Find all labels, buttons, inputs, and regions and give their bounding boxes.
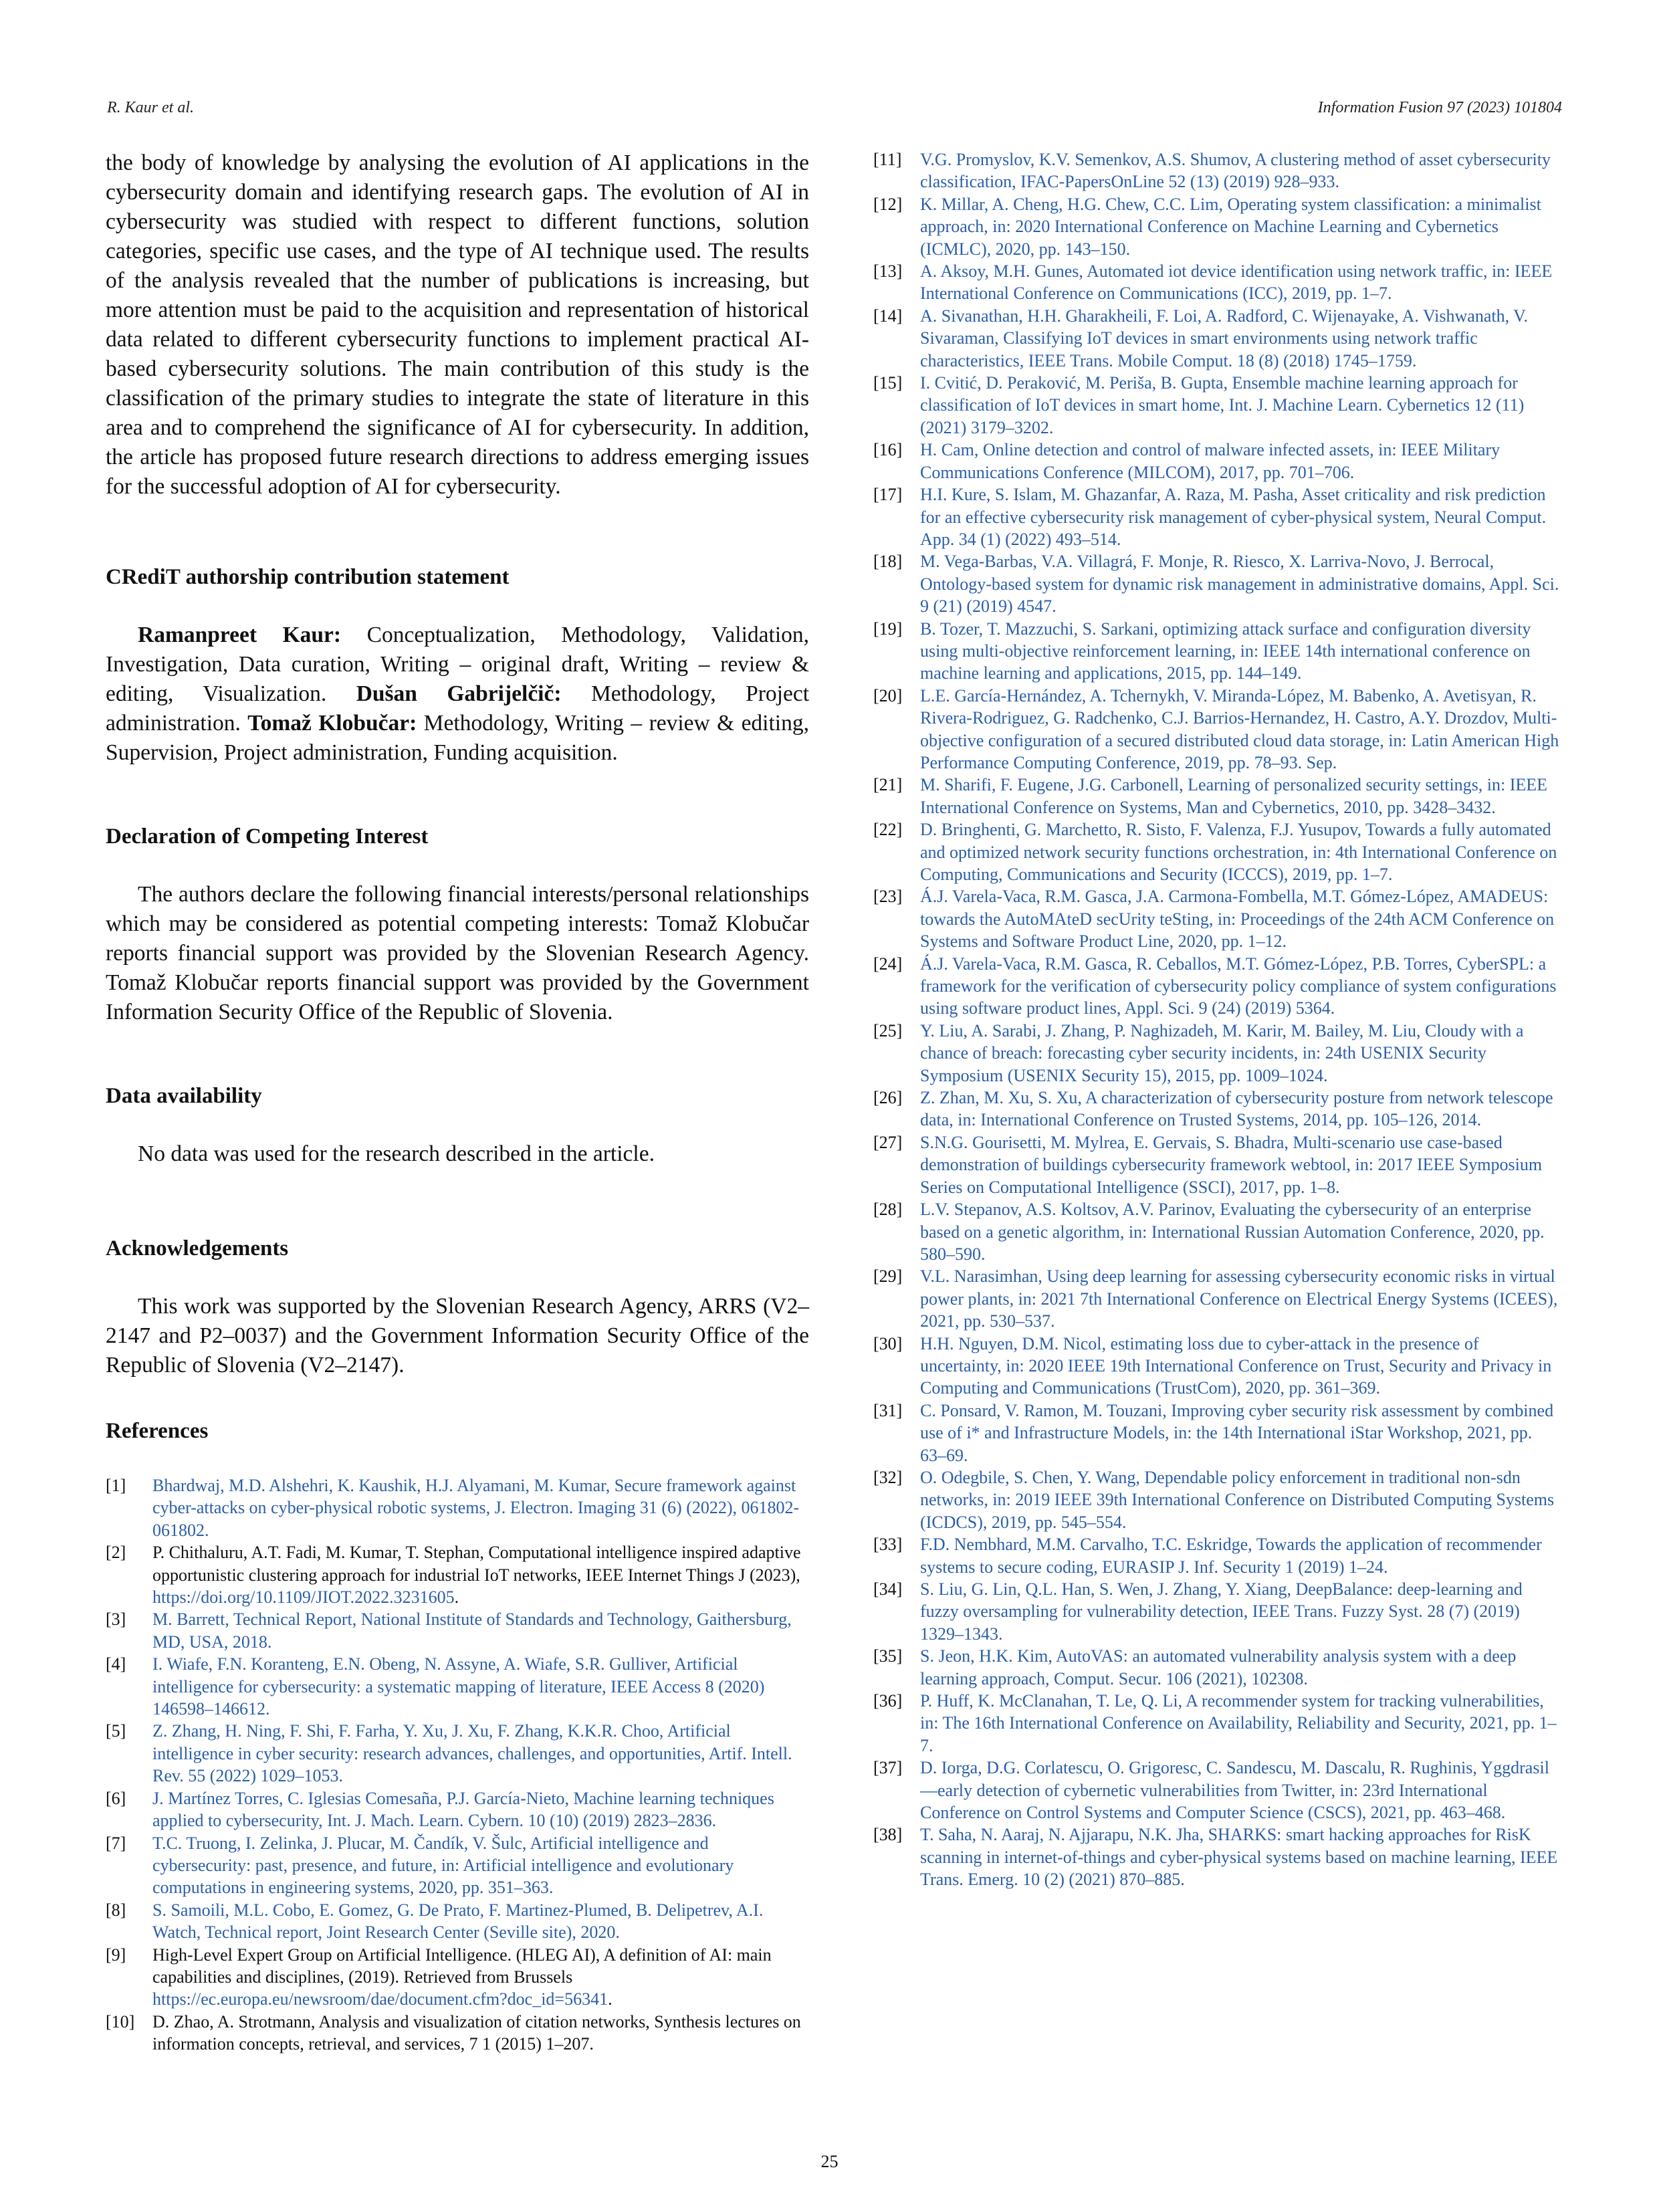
reference-number: [5]: [106, 1721, 126, 1741]
reference-number: [31]: [873, 1400, 903, 1420]
reference-body: Y. Liu, A. Sarabi, J. Zhang, P. Naghizadeh, M. Karir, M. Bailey, M. Liu, Cloudy with a chance of breach: forecasting cyber security incidents, in: 24th USENIX Security Symposium (USENIX Security 15), 2015, pp. 1009–1024.: [920, 1020, 1524, 1085]
reference-body: S. Jeon, H.K. Kim, AutoVAS: an automated vulnerability analysis system with a deep learning approach, Comput. Secur. 106 (2021), 102308.: [920, 1646, 1517, 1688]
reference-item[interactable]: [873, 1333, 1562, 1400]
reference-body: H. Cam, Online detection and control of malware infected assets, in: IEEE Military Communications Conference (MILCOM), 2017, pp. 701–706.: [920, 440, 1501, 482]
reference-item[interactable]: [873, 1645, 1562, 1690]
reference-item[interactable]: [873, 1578, 1562, 1645]
author-name: Ramanpreet Kaur:: [138, 623, 342, 647]
reference-item[interactable]: [873, 1690, 1562, 1757]
reference-text: [920, 1198, 1562, 1265]
reference-body: S.N.G. Gourisetti, M. Mylrea, E. Gervais, S. Bhadra, Multi-scenario use case-based demonstration of buildings cybersecurity framework webtool, in: 2017 IEEE Symposium Series on Computational Intelligence (SSCI), 2017, pp. 1–8.: [920, 1132, 1543, 1197]
reference-text: [920, 483, 1562, 550]
reference-text: [920, 193, 1562, 260]
reference-number: [16]: [873, 440, 903, 460]
reference-list-left: [106, 1474, 809, 2056]
credit-statement: [106, 621, 809, 768]
reference-text: [920, 1333, 1562, 1400]
reference-body: C. Ponsard, V. Ramon, M. Touzani, Improving cyber security risk assessment by combined use of i* and Infrastructure Models, in: the 14th International iStar Workshop, 2021, pp. 63–69.: [920, 1400, 1554, 1465]
reference-number: [29]: [873, 1266, 903, 1287]
reference-item[interactable]: [873, 818, 1562, 885]
references-heading: References: [106, 1419, 209, 1443]
reference-body: T.C. Truong, I. Zelinka, J. Plucar, M. Čandík, V. Šulc, Artificial intelligence and cybersecurity: past, presence, and future, in: Artificial intelligence and evolutionary computations in engineering systems, 2020, pp. 351–363.: [152, 1833, 734, 1898]
reference-text: [920, 1690, 1562, 1757]
reference-text: [920, 1823, 1562, 1890]
reference-text: [152, 1608, 809, 1653]
reference-text: [920, 1087, 1562, 1131]
reference-item[interactable]: [873, 1466, 1562, 1533]
reference-text: [920, 1265, 1562, 1332]
reference-text: [152, 1899, 809, 1944]
reference-number: [15]: [873, 373, 903, 393]
reference-body: Á.J. Varela-Vaca, R.M. Gasca, R. Ceballos, M.T. Gómez-López, P.B. Torres, CyberSPL: a framework for the verification of cybersecurity policy compliance of system configurations using software product lines, Appl. Sci. 9 (24) (2019) 5364.: [920, 954, 1557, 1018]
reference-number: [4]: [106, 1654, 126, 1674]
reference-number: [35]: [873, 1646, 903, 1666]
reference-body: B. Tozer, T. Mazzuchi, S. Sarkani, optimizing attack surface and configuration diversity using multi-objective reinforcement learning, in: IEEE 14th international conference on machine learning and applications, 2015, pp. 144–149.: [920, 619, 1531, 683]
reference-item[interactable]: [106, 1899, 809, 1944]
reference-text: [152, 1541, 809, 1608]
reference-item[interactable]: [106, 1720, 809, 1787]
reference-item[interactable]: [873, 1131, 1562, 1198]
reference-item[interactable]: [873, 439, 1562, 483]
reference-body: Z. Zhang, H. Ning, F. Shi, F. Farha, Y. Xu, J. Xu, F. Zhang, K.K.R. Choo, Artificial intelligence in cyber security: research advances, challenges, and opportunities, Artif. Intell. Rev. 55 (2022) 1029–1053.: [152, 1721, 792, 1786]
running-head-journal: Information Fusion 97 (2023) 101804: [1317, 99, 1562, 116]
reference-text: [920, 550, 1562, 617]
reference-text: [920, 1533, 1562, 1578]
reference-number: [23]: [873, 887, 903, 907]
reference-item[interactable]: [873, 885, 1562, 952]
competing-text: The authors declare the following financial interests/personal relationships which may be considered as potential competing interests: Tomaž Klobučar reports financial support was provided by the Slovenian Research Agency. Tomaž Klobučar reports financial support was provided by the Government Information Security Office of the Republic of Slovenia.: [106, 882, 809, 1024]
reference-item[interactable]: [873, 193, 1562, 260]
reference-body: H.H. Nguyen, D.M. Nicol, estimating loss due to cyber-attack in the presence of uncertainty, in: 2020 IEEE 19th International Conference on Trust, Security and Privacy in Computing and Communications (TrustCom), 2020, pp. 361–369.: [920, 1333, 1552, 1398]
reference-number: [26]: [873, 1088, 903, 1108]
reference-number: [10]: [106, 2011, 135, 2031]
reference-body: High-Level Expert Group on Artificial Intelligence. (HLEG AI), A definition of AI: main capabilities and disciplines, (2019). Retrieved from Brussels: [152, 1945, 772, 1987]
reference-number: [2]: [106, 1543, 126, 1563]
reference-list-right: [873, 148, 1562, 1891]
author-name: Dušan Gabrijelčič:: [356, 681, 562, 706]
reference-body: O. Odegbile, S. Chen, Y. Wang, Dependable policy enforcement in traditional non-sdn networks, in: 2019 IEEE 39th International Conference on Distributed Computing Systems (ICDCS), 2019, pp. 545–554.: [920, 1467, 1555, 1532]
data-availability-heading: Data availability: [106, 1084, 262, 1108]
reference-item[interactable]: [873, 1198, 1562, 1265]
reference-text: [920, 1645, 1562, 1690]
reference-item[interactable]: [106, 1832, 809, 1899]
reference-body: L.E. García-Hernández, A. Tchernykh, V. Miranda-López, M. Babenko, A. Avetisyan, R. Rivera-Rodriguez, G. Radchenko, C.J. Barrios-Hernandez, H. Castro, A.Y. Drozdov, Multi-objective configuration of a secured distributed cloud data storage, in: Latin American High Performance Computing Conference, 2019, pp. 78–93. Sep.: [920, 685, 1559, 772]
reference-body: H.I. Kure, S. Islam, M. Ghazanfar, A. Raza, M. Pasha, Asset criticality and risk prediction for an effective cybersecurity risk management of cyber-physical system, Neural Comput. App. 34 (1) (2022) 493–514.: [920, 485, 1547, 549]
reference-text: [920, 685, 1562, 774]
reference-text: [920, 372, 1562, 439]
reference-number: [20]: [873, 685, 903, 705]
reference-number: [22]: [873, 820, 903, 840]
reference-item[interactable]: [106, 1944, 809, 2011]
reference-text: [920, 1466, 1562, 1533]
reference-number: [7]: [106, 1833, 126, 1853]
reference-item[interactable]: [873, 483, 1562, 550]
reference-number: [11]: [873, 150, 902, 169]
reference-text: [920, 1578, 1562, 1645]
reference-item[interactable]: [873, 148, 1562, 193]
reference-body: P. Chithaluru, A.T. Fadi, M. Kumar, T. Stephan, Computational intelligence inspired adaptive opportunistic clustering approach for industrial IoT networks, IEEE Internet Things J (2023),: [152, 1543, 801, 1585]
reference-number: [21]: [873, 775, 903, 795]
reference-body: Á.J. Varela-Vaca, R.M. Gasca, J.A. Carmona-Fombella, M.T. Gómez-López, AMADEUS: towards the AutoMAteD secUrity teSting, in: Proceedings of the 24th ACM Conference on Systems and Software Product Line, 2020, pp. 1–12.: [920, 887, 1555, 952]
acknowledgements-text: This work was supported by the Slovenian Research Agency, ARRS (V2–2147 and P2–0037) and the Government Information Security Office of the Republic of Slovenia (V2–2147).: [106, 1294, 809, 1377]
reference-text: [152, 1832, 809, 1899]
reference-item[interactable]: [106, 2011, 809, 2056]
reference-number: [37]: [873, 1758, 903, 1778]
reference-item[interactable]: [873, 305, 1562, 372]
reference-number: [28]: [873, 1200, 903, 1220]
reference-number: [33]: [873, 1535, 903, 1555]
reference-text: [920, 260, 1562, 305]
reference-body: V.G. Promyslov, K.V. Semenkov, A.S. Shumov, A clustering method of asset cybersecurity classification, IFAC-PapersOnLine 52 (13) (2019) 928–933.: [920, 150, 1551, 192]
reference-text: [920, 148, 1562, 193]
reference-trailing: .: [454, 1587, 459, 1608]
reference-text: [920, 618, 1562, 685]
reference-text: [920, 1757, 1562, 1823]
reference-item[interactable]: [106, 1608, 809, 1653]
reference-item[interactable]: [873, 953, 1562, 1020]
reference-body: D. Iorga, D.G. Corlatescu, O. Grigoresc, C. Sandescu, M. Dascalu, R. Rughinis, Yggdrasil—early detection of cybernetic vulnerabilities from Twitter, in: 23rd International Conference on Control Systems and Computer Science (CSCS), 2021, pp. 463–468.: [920, 1758, 1549, 1823]
reference-text: [920, 305, 1562, 372]
reference-item[interactable]: [873, 618, 1562, 685]
reference-body: S. Samoili, M.L. Cobo, E. Gomez, G. De Prato, F. Martinez-Plumed, B. Delipetrev, A.I. Watch, Technical report, Joint Research Center (Seville site), 2020.: [152, 1900, 764, 1943]
reference-item[interactable]: [873, 1265, 1562, 1332]
reference-body: D. Bringhenti, G. Marchetto, R. Sisto, F. Valenza, F.J. Yusupov, Towards a fully automated and optimized network security functions orchestration, in: 4th International Conference on Computing, Communications and Security (ICCCS), 2019, pp. 1–7.: [920, 820, 1557, 884]
running-head-authors: R. Kaur et al.: [107, 99, 194, 116]
reference-body: T. Saha, N. Aaraj, N. Ajjarapu, N.K. Jha, SHARKS: smart hacking approaches for RisK scanning in internet-of-things and cyber-physical systems based on machine learning, IEEE Trans. Emerg. 10 (2) (2021) 870–885.: [920, 1825, 1558, 1890]
reference-number: [27]: [873, 1132, 903, 1152]
reference-number: [25]: [873, 1020, 903, 1040]
reference-item[interactable]: [873, 1823, 1562, 1890]
reference-text: [920, 1400, 1562, 1466]
reference-number: [34]: [873, 1579, 903, 1599]
reference-item[interactable]: [106, 1653, 809, 1720]
reference-text: [920, 439, 1562, 483]
author-roles: Methodology, Writing – review & editing, Supervision, Project administration, Funding acquisition.: [106, 711, 809, 765]
reference-body: Z. Zhan, M. Xu, S. Xu, A characterization of cybersecurity posture from network telescope data, in: International Conference on Trusted Systems, 2014, pp. 105–126, 2014.: [920, 1088, 1553, 1130]
reference-body: M. Vega-Barbas, V.A. Villagrá, F. Monje, R. Riesco, X. Larriva-Novo, J. Berrocal, Ontology-based system for dynamic risk management in administrative domains, Appl. Sci. 9 (21) (2019) 4547.: [920, 552, 1559, 617]
reference-body: A. Sivanathan, H.H. Gharakheili, F. Loi, A. Radford, C. Wijenayake, A. Vishwanath, V. Sivaraman, Classifying IoT devices in smart environments using network traffic characteristics, IEEE Trans. Mobile Comput. 18 (8) (2018) 1745–1759.: [920, 306, 1529, 370]
reference-item[interactable]: [873, 260, 1562, 305]
reference-item[interactable]: [873, 685, 1562, 774]
reference-text: [152, 1944, 809, 2011]
reference-text: [152, 1720, 809, 1787]
reference-item[interactable]: [106, 1787, 809, 1832]
reference-body: F.D. Nembhard, M.M. Carvalho, T.C. Eskridge, Towards the application of recommender systems to secure coding, EURASIP J. Inf. Security 1 (2019) 1–24.: [920, 1535, 1542, 1577]
reference-text: [920, 1131, 1562, 1198]
reference-body: I. Wiafe, F.N. Koranteng, E.N. Obeng, N. Assyne, A. Wiafe, S.R. Gulliver, Artificial intelligence for cybersecurity: a systematic mapping of literature, IEEE Access 8 (2020) 146598–146612.: [152, 1654, 765, 1719]
reference-number: [13]: [873, 261, 903, 282]
reference-item[interactable]: [106, 1474, 809, 1541]
reference-body: J. Martínez Torres, C. Iglesias Comesaña, P.J. García-Nieto, Machine learning techniques applied to cybersecurity, Int. J. Mach. Learn. Cybern. 10 (10) (2019) 2823–2836.: [152, 1788, 774, 1831]
page-number: 25: [820, 2152, 839, 2171]
reference-number: [38]: [873, 1825, 903, 1845]
reference-number: [18]: [873, 552, 903, 572]
reference-text: [920, 818, 1562, 885]
reference-text: [152, 1474, 809, 1541]
reference-body: L.V. Stepanov, A.S. Koltsov, A.V. Parinov, Evaluating the cybersecurity of an enterprise based on a genetic algorithm, in: International Russian Automation Conference, 2020, pp. 580–590.: [920, 1200, 1545, 1264]
acknowledgements-heading: Acknowledgements: [106, 1236, 289, 1260]
reference-item[interactable]: [873, 774, 1562, 818]
reference-text: [152, 1787, 809, 1832]
reference-item[interactable]: [873, 1400, 1562, 1466]
reference-number: [1]: [106, 1476, 126, 1495]
reference-number: [24]: [873, 954, 903, 974]
reference-number: [19]: [873, 619, 903, 639]
reference-text: [920, 953, 1562, 1020]
reference-body: Bhardwaj, M.D. Alshehri, K. Kaushik, H.J. Alyamani, M. Kumar, Secure framework against cyber-attacks on cyber-physical robotic systems, J. Electron. Imaging 31 (6) (2022), 061802-061802.: [152, 1476, 800, 1540]
reference-body: V.L. Narasimhan, Using deep learning for assessing cybersecurity economic risks in virtual power plants, in: 2021 7th International Conference on Electrical Energy Systems (ICEES), 2021, pp. 530–537.: [920, 1266, 1558, 1331]
reference-number: [30]: [873, 1333, 903, 1353]
reference-text: [152, 2011, 809, 2056]
reference-body: A. Aksoy, M.H. Gunes, Automated iot device identification using network traffic, in: IEEE International Conference on Communications (ICC), 2019, pp. 1–7.: [920, 261, 1553, 304]
reference-number: [14]: [873, 306, 903, 326]
reference-text: [920, 885, 1562, 952]
reference-trailing: .: [608, 1989, 613, 2009]
reference-number: [9]: [106, 1945, 126, 1965]
reference-link[interactable]: https://doi.org/10.1109/JIOT.2022.3231605: [152, 1587, 455, 1608]
reference-number: [6]: [106, 1788, 126, 1808]
reference-item[interactable]: [873, 1533, 1562, 1578]
credit-heading: CRediT authorship contribution statement: [106, 565, 510, 589]
reference-item[interactable]: [873, 550, 1562, 617]
reference-body: D. Zhao, A. Strotmann, Analysis and visualization of citation networks, Synthesis lectures on information concepts, retrieval, and services, 7 1 (2015) 1–207.: [152, 2011, 801, 2054]
reference-number: [3]: [106, 1610, 126, 1630]
reference-link[interactable]: https://ec.europa.eu/newsroom/dae/document.cfm?doc_id=56341: [152, 1989, 609, 2009]
reference-body: P. Huff, K. McClanahan, T. Le, Q. Li, A recommender system for tracking vulnerabilities, in: The 16th International Conference on Availability, Reliability and Security, 2021, pp. 1–7.: [920, 1691, 1557, 1755]
data-availability-text: No data was used for the research described in the article.: [138, 1141, 655, 1166]
competing-heading: Declaration of Competing Interest: [106, 824, 429, 849]
reference-item[interactable]: [873, 1757, 1562, 1823]
reference-number: [36]: [873, 1691, 903, 1711]
author-roles: Methodology, Project administration.: [106, 681, 810, 736]
reference-body: I. Cvitić, D. Peraković, M. Periša, B. Gupta, Ensemble machine learning approach for classification of IoT devices in smart home, Int. J. Machine Learn. Cybernetics 12 (11) (2021) 3179–3202.: [920, 373, 1525, 437]
reference-number: [32]: [873, 1467, 903, 1487]
reference-text: [152, 1653, 809, 1720]
reference-body: M. Barrett, Technical Report, National Institute of Standards and Technology, Gaithersburg, MD, USA, 2018.: [152, 1610, 792, 1652]
reference-item[interactable]: [873, 1087, 1562, 1131]
reference-body: M. Sharifi, F. Eugene, J.G. Carbonell, Learning of personalized security settings, in: IEEE International Conference on Systems, Man and Cybernetics, 2010, pp. 3428–3432.: [920, 775, 1548, 817]
reference-item[interactable]: [873, 372, 1562, 439]
reference-body: S. Liu, G. Lin, Q.L. Han, S. Wen, J. Zhang, Y. Xiang, DeepBalance: deep-learning and fuzzy oversampling for vulnerability detection, IEEE Trans. Fuzzy Syst. 28 (7) (2019) 1329–1343.: [920, 1579, 1523, 1644]
author-roles: Conceptualization, Methodology, Validation, Investigation, Data curation, Writing – original draft, Writing – review & editing, Visualization.: [106, 623, 809, 706]
reference-text: [920, 774, 1562, 818]
intro-paragraph: the body of knowledge by analysing the evolution of AI applications in the cybersecurity domain and identifying research gaps. The evolution of AI in cybersecurity was studied with respect to different functions, solution categories, specific use cases, and the type of AI technique used. The results of the analysis revealed that the number of publications is increasing, but more attention must be paid to the acquisition and representation of historical data related to different cybersecurity functions to implement practical AI-based cybersecurity solutions. The main contribution of this study is the classification of the primary studies to integrate the state of literature in this area and to comprehend the significance of AI for cybersecurity. In addition, the article has proposed future research directions to address emerging issues for the successful adoption of AI for cybersecurity.: [106, 150, 809, 499]
reference-text: [920, 1020, 1562, 1087]
reference-number: [12]: [873, 194, 903, 214]
reference-number: [8]: [106, 1900, 126, 1920]
reference-item[interactable]: [873, 1020, 1562, 1087]
reference-body: K. Millar, A. Cheng, H.G. Chew, C.C. Lim, Operating system classification: a minimalist approach, in: 2020 International Conference on Machine Learning and Cybernetics (ICMLC), 2020, pp. 143–150.: [920, 194, 1541, 259]
reference-number: [17]: [873, 485, 903, 505]
author-name: Tomaž Klobučar:: [247, 711, 417, 736]
reference-item[interactable]: [106, 1541, 809, 1608]
